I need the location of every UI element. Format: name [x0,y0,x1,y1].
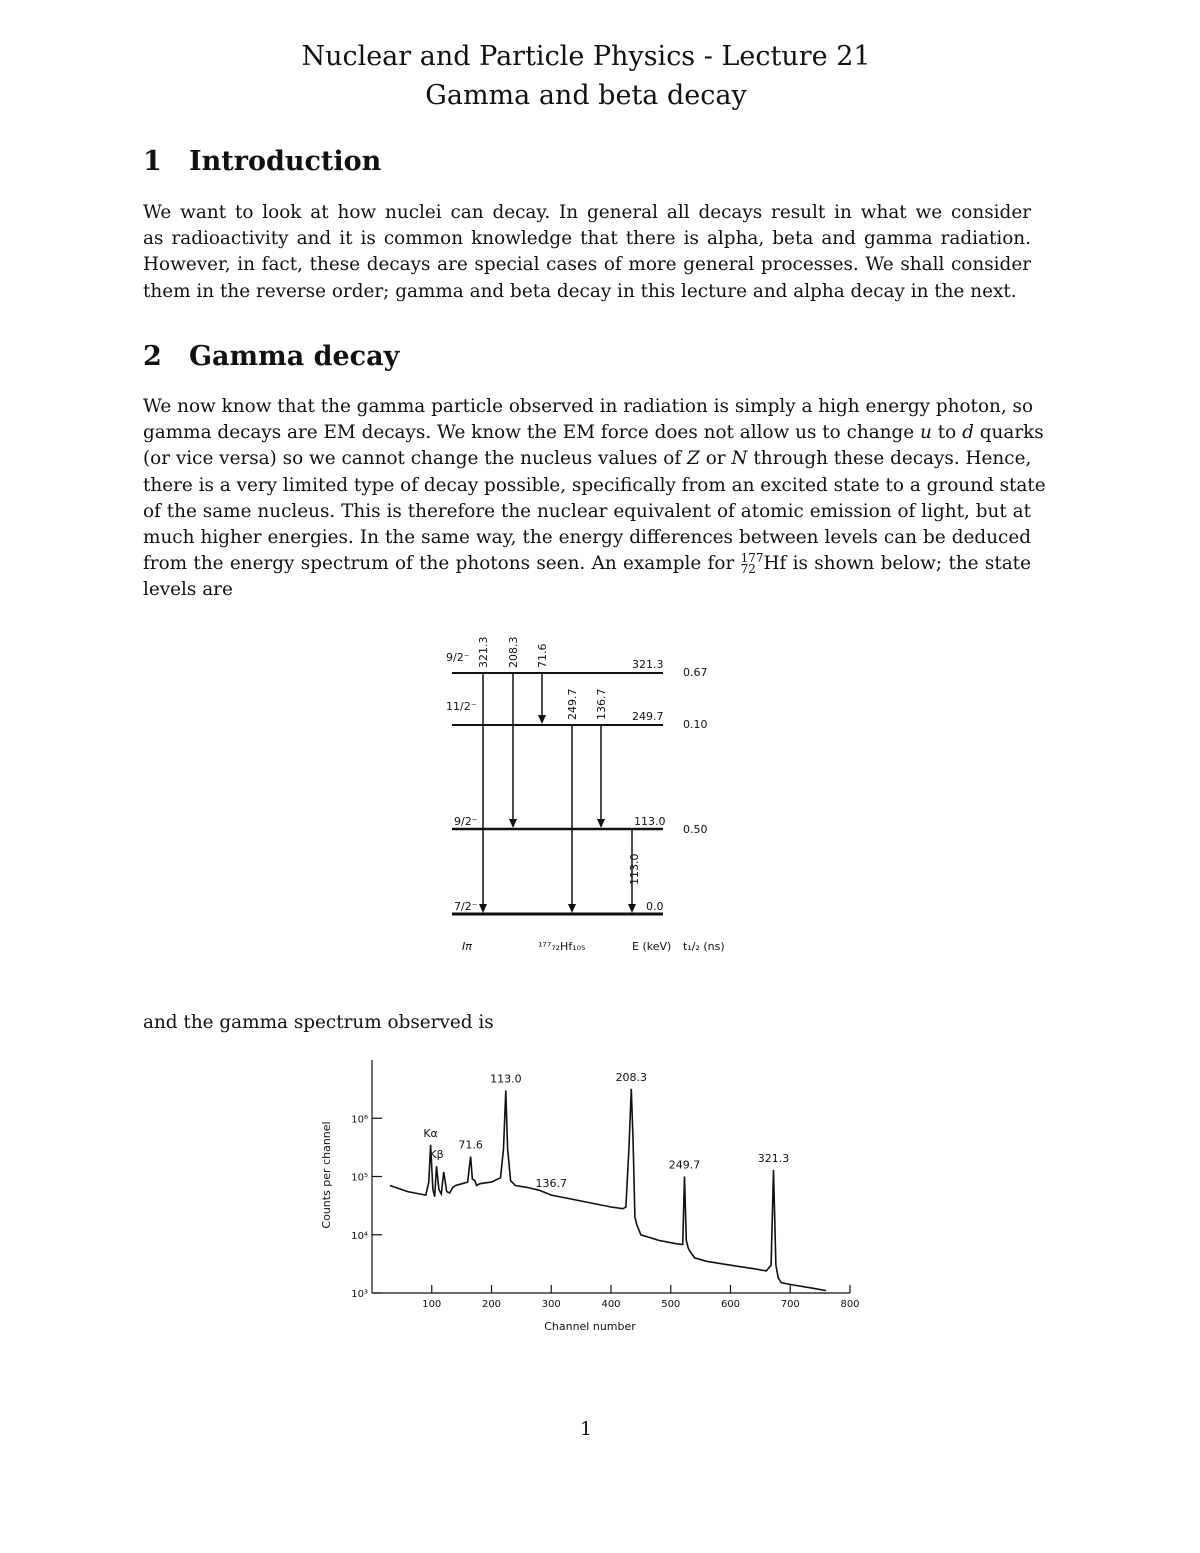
energy-label: 113.0 [634,815,666,828]
peak-label: Kα [423,1126,438,1140]
x-tick-label: 200 [481,1299,502,1310]
peak-label: 71.6 [458,1138,483,1152]
section-title: Introduction [189,146,382,177]
footer-label: ¹⁷⁷₇₂Hf₁₀₅ [538,940,586,953]
peak-label: 321.3 [757,1151,790,1165]
peak-label: 249.7 [668,1158,701,1172]
gamma-spectrum-chart [310,1055,890,1340]
arrow-head [538,715,546,724]
spectrum-intro-text: and the gamma spectrum observed is [143,1012,494,1033]
level-diagram [430,630,750,960]
transition-label: 249.7 [566,688,579,720]
energy-label: 249.7 [632,710,664,723]
footer-label: Iπ [462,940,472,953]
title-line-2: Gamma and beta decay [425,80,747,111]
x-tick-label: 500 [661,1299,681,1310]
paragraph-line: much higher energies. In the same way, the energy differences between levels can be deduced [143,527,1031,549]
transition-label: 136.7 [595,688,608,720]
transition-label: 71.6 [536,643,549,668]
section-number: 2 [143,341,162,372]
x-tick-label: 800 [840,1299,860,1310]
footer-label: t₁/₂ (ns) [683,940,725,953]
quark-u: u [920,422,932,444]
y-tick-label: 10⁶ [351,1114,368,1126]
page-number: 1 [579,1418,593,1440]
introduction-paragraph [143,200,1031,305]
arrow-head [568,904,576,913]
y-tick-label: 10⁴ [351,1230,368,1242]
title-line-1: Nuclear and Particle Physics - Lecture 21 [301,41,871,72]
quark-d: d [962,422,974,444]
paragraph-line: of the same nucleus. This is therefore the nuclear equivalent of atomic emission of light, but at [143,500,1031,522]
paragraph-line: gamma decays are EM decays. We know the EM force does not allow us to change u to d quarks [143,422,1044,444]
paragraph-line: as radioactivity and it is common knowledge that there is alpha, beta and gamma radiation. [143,228,1031,250]
paragraph-line: We now know that the gamma particle observed in radiation is simply a high energy photon, so [143,396,1034,417]
symbol-n: N [731,448,748,470]
peak-label: 113.0 [490,1072,522,1086]
spin-label: 11/2⁻ [446,700,477,713]
spin-label: 9/2⁻ [446,651,470,664]
halflife-label: 0.10 [683,718,708,731]
spin-label: 9/2⁻ [454,815,478,828]
x-tick-label: 100 [422,1299,442,1310]
section-heading-introduction [143,145,381,179]
section-number: 1 [143,146,162,177]
peak-label: 136.7 [535,1177,567,1191]
arrow-head [597,819,605,828]
spin-label: 7/2⁻ [454,900,478,913]
section-title: Gamma decay [189,341,400,372]
peak-label: 208.3 [615,1070,648,1084]
section-heading-gamma-decay [143,340,399,374]
transition-label: 321.3 [477,636,490,668]
paragraph-line: We want to look at how nuclei can decay. In general all decays result in what we consider [143,202,1031,223]
symbol-z: Z [687,448,700,470]
paragraph-line: (or vice versa) so we cannot change the nucleus values of Z or N through these decays. Hence, [143,448,1032,470]
y-tick-label: 10⁵ [351,1172,368,1184]
x-tick-label: 600 [720,1299,741,1310]
footer-label: E (keV) [632,940,672,953]
paragraph-line: from the energy spectrum of the photons seen. An example for 177 72 Hf is shown below; the state [143,551,1031,577]
transition-label: 208.3 [507,636,520,668]
arrow-head [509,819,517,828]
x-axis-label: Channel number [544,1320,636,1333]
hafnium-isotope: 177 72 Hf [740,551,787,577]
peak-label: Kβ [429,1148,444,1162]
paragraph-line: there is a very limited type of decay possible, specifically from an excited state to a ground state [143,474,1046,496]
paragraph-line: However, in fact, these decays are special cases of more general processes. We shall consider [143,254,1031,276]
x-tick-label: 700 [780,1299,800,1310]
x-tick-label: 400 [601,1299,621,1310]
paragraph-line: them in the reverse order; gamma and beta decay in this lecture and alpha decay in the next. [143,280,1017,302]
transition-label: 113.0 [628,853,641,885]
energy-label: 321.3 [632,658,664,671]
halflife-label: 0.67 [683,666,708,679]
y-tick-label: 10³ [351,1289,368,1300]
x-tick-label: 300 [541,1299,561,1310]
y-axis-label: Counts per channel [320,1121,333,1229]
spectrum-series-line [390,1089,826,1291]
halflife-label: 0.50 [683,823,708,836]
gamma-decay-paragraph [143,394,1046,604]
energy-label: 0.0 [646,900,664,913]
paragraph-line: levels are [143,579,233,601]
arrow-head [479,904,487,913]
arrow-head [628,904,636,913]
